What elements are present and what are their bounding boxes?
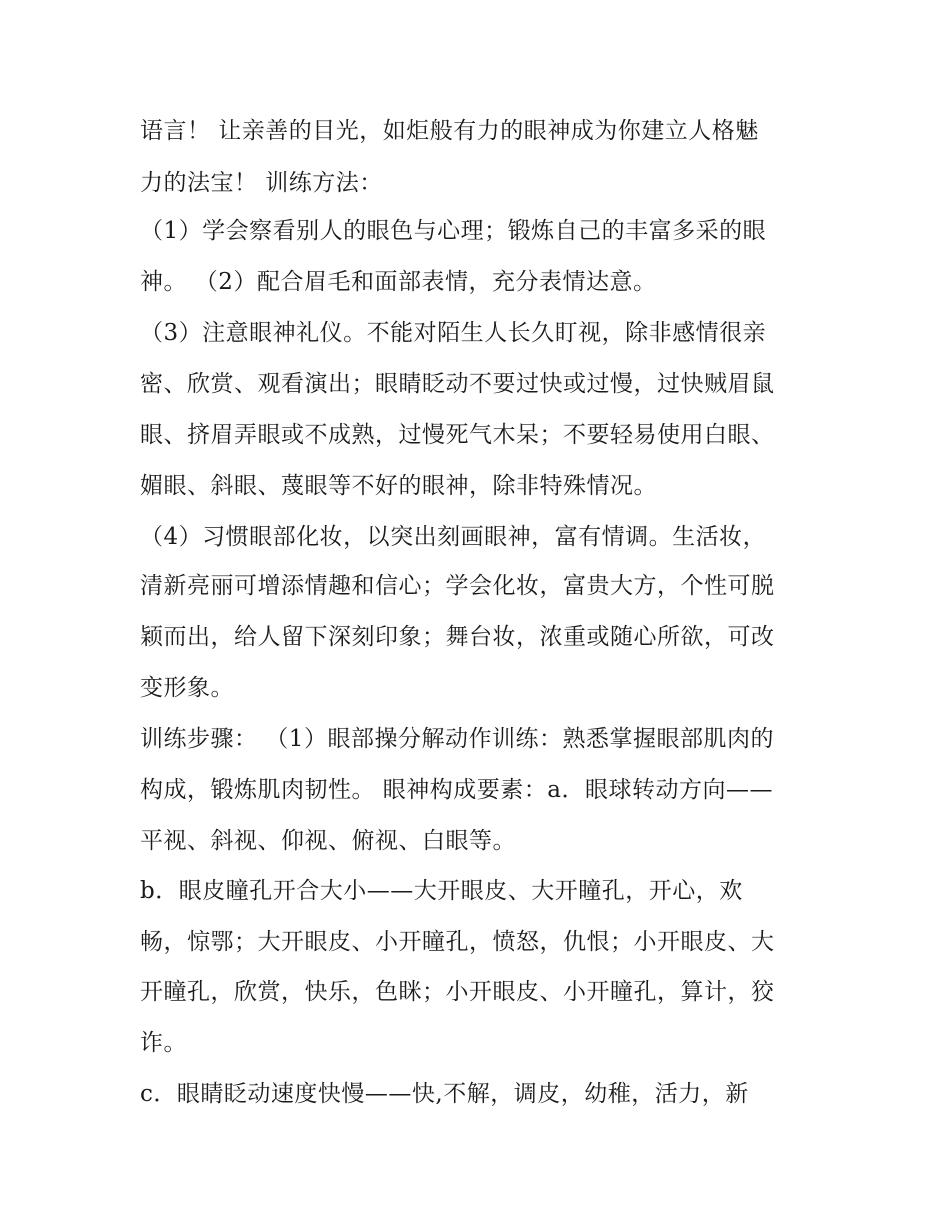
text-line: （4）习惯眼部化妆，以突出刻画眼神，富有情调。生活妆， xyxy=(140,524,767,550)
text-line: 语言！ 让亲善的目光，如炬般有力的眼神成为你建立人格魅 xyxy=(140,118,759,144)
text-line: 清新亮丽可增添情趣和信心；学会化妆，富贵大方，个性可脱 xyxy=(140,573,775,599)
text-line: 诈。 xyxy=(140,1030,187,1056)
text-line: （1）学会察看别人的眼色与心理；锻炼自己的丰富多采的眼 xyxy=(140,218,767,244)
text-line: b．眼皮瞳孔开合大小——大开眼皮、大开瞳孔，开心，欢 xyxy=(140,878,743,904)
text-line: 密、欣赏、观看演出；眼睛眨动不要过快或过慢，过快贼眉鼠 xyxy=(140,371,775,397)
text-line: c．眼睛眨动速度快慢——快,不解，调皮，幼稚，活力，新 xyxy=(140,1081,749,1107)
text-line: 力的法宝！ 训练方法： xyxy=(140,170,383,196)
text-line: 神。 （2）配合眉毛和面部表情，充分表情达意。 xyxy=(140,269,657,295)
text-line: 训练步骤： （1）眼部操分解动作训练：熟悉掌握眼部肌肉的 xyxy=(140,726,774,752)
text-line: 眼、挤眉弄眼或不成熟，过慢死气木呆；不要轻易使用白眼、 xyxy=(140,422,775,448)
text-line: 畅，惊鄂；大开眼皮、小开瞳孔，愤怒，仇恨；小开眼皮、大 xyxy=(140,929,775,955)
text-line: 颖而出，给人留下深刻印象；舞台妆，浓重或随心所欲，可改 xyxy=(140,624,775,650)
text-line: 开瞳孔，欣赏，快乐，色眯；小开眼皮、小开瞳孔，算计，狡 xyxy=(140,979,775,1005)
text-line: 构成，锻炼肌肉韧性。 眼神构成要素：a．眼球转动方向—— xyxy=(140,777,774,803)
text-line: 媚眼、斜眼、蔑眼等不好的眼神，除非特殊情况。 xyxy=(140,473,657,499)
text-line: 平视、斜视、仰视、俯视、白眼等。 xyxy=(140,828,516,854)
text-line: 变形象。 xyxy=(140,675,234,701)
text-line: （3）注意眼神礼仪。不能对陌生人长久盯视，除非感情很亲 xyxy=(140,320,767,346)
